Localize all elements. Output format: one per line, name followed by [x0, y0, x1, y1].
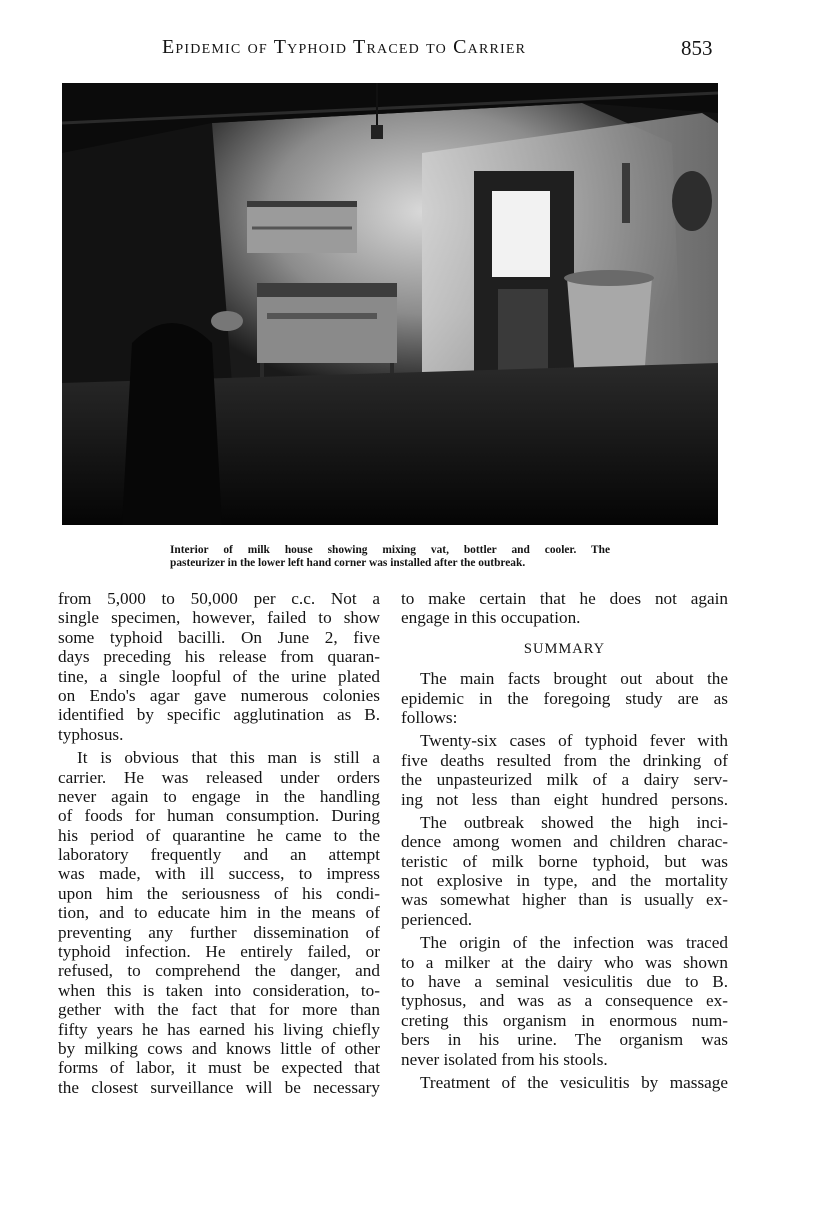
paragraph [401, 1073, 728, 1092]
text-line: The main facts brought out about the [420, 669, 728, 689]
text-line: to make certain that he does not again [401, 589, 728, 608]
text-line: not explosive in type, and the mortality [401, 871, 728, 891]
text-line: days preceding his release from quaran- [58, 647, 380, 667]
figure-caption [170, 544, 610, 570]
text-line: refused, to comprehend the danger, and [58, 961, 380, 981]
text-line: engage in this occupation. [401, 608, 581, 628]
text-line: never isolated from his stools. [401, 1049, 608, 1069]
paragraph [58, 748, 380, 1097]
text-line: preventing any further dissemination of [58, 922, 380, 942]
text-line: his period of quarantine he came to the [58, 825, 380, 845]
text-line: of foods for human consumption. During [58, 806, 380, 826]
text-line: dence among women and children charac- [401, 832, 728, 852]
text-line: The origin of the infection was traced [420, 933, 728, 953]
right-column [401, 589, 728, 1092]
caption-line: pasteurizer in the lower left hand corner was installed after the outbreak. [170, 557, 526, 569]
text-line: never again to engage in the handling [58, 786, 380, 806]
text-line: identified by specific agglutination as B. [58, 705, 380, 725]
text-line: Twenty-six cases of typhoid fever with [420, 731, 728, 751]
text-line: upon him the seriousness of his condi- [58, 883, 380, 903]
text-line: ing not less than eight hundred persons. [401, 789, 728, 809]
paragraph [401, 731, 728, 809]
text-line: tine, a single loopful of the urine plated [58, 666, 380, 686]
text-line: on Endo's agar gave numerous colonies [58, 685, 380, 705]
text-line: tion, and to educate him in the means of [58, 903, 380, 923]
milk-house-photo-drawing [62, 83, 718, 525]
text-line: was made, with ill success, to impress [58, 864, 380, 884]
text-line: typhosus. [58, 724, 124, 744]
paragraph [401, 813, 728, 929]
milk-house-photograph [62, 83, 718, 525]
text-line: laboratory frequently and an attempt [58, 845, 380, 865]
text-line: Treatment of the vesiculitis by massage [420, 1073, 728, 1092]
text-line: typhoid infection. He entirely failed, or [58, 942, 380, 962]
summary-heading: SUMMARY [523, 640, 606, 657]
text-line: creting this organism in enormous num- [401, 1010, 728, 1030]
text-line: bers in his urine. The organism was [401, 1030, 728, 1050]
text-line: the closest surveillance will be necessary [58, 1077, 380, 1097]
text-line: typhosus, and was as a consequence ex- [401, 991, 728, 1011]
caption-line: Interior of milk house showing mixing vat, bottler and cooler. The [170, 544, 610, 556]
text-line: five deaths resulted from the drinking of [401, 750, 728, 770]
text-line: to a milker at the dairy who was shown [401, 952, 728, 972]
text-line: to have a seminal vesiculitis due to B. [401, 972, 728, 992]
text-line: epidemic in the foregoing study are as [401, 688, 728, 708]
text-line: fifty years he has earned his living chiefly [58, 1019, 380, 1039]
continuation-paragraph [401, 589, 728, 628]
text-line: by milking cows and knows little of other [58, 1038, 380, 1058]
text-line: when this is taken into consideration, to- [58, 980, 380, 1000]
text-line: the unpasteurized milk of a dairy serv- [401, 770, 728, 790]
page-header [0, 36, 816, 66]
page-number: 853 [681, 36, 713, 60]
text-line: from 5,000 to 50,000 per c.c. Not a [58, 589, 380, 608]
text-line: The outbreak showed the high inci- [420, 812, 728, 832]
text-line: was somewhat higher than is usually ex- [401, 890, 728, 910]
paragraph [58, 589, 380, 744]
running-title: Epidemic of Typhoid Traced to Carrier [162, 36, 527, 58]
text-line: follows: [401, 707, 458, 727]
paragraph [401, 669, 728, 727]
text-line: some typhoid bacilli. On June 2, five [58, 627, 380, 647]
text-line: teristic of milk borne typhoid, but was [401, 851, 728, 871]
left-column [58, 589, 380, 1097]
text-line: perienced. [401, 909, 473, 929]
text-line: forms of labor, it must be expected that [58, 1058, 380, 1078]
text-line: carrier. He was released under orders [58, 767, 380, 787]
paragraph [401, 933, 728, 1069]
text-line: It is obvious that this man is still a [77, 748, 380, 768]
text-line: single specimen, however, failed to show [58, 608, 380, 628]
text-line: gether with the fact that for more than [58, 1000, 380, 1020]
